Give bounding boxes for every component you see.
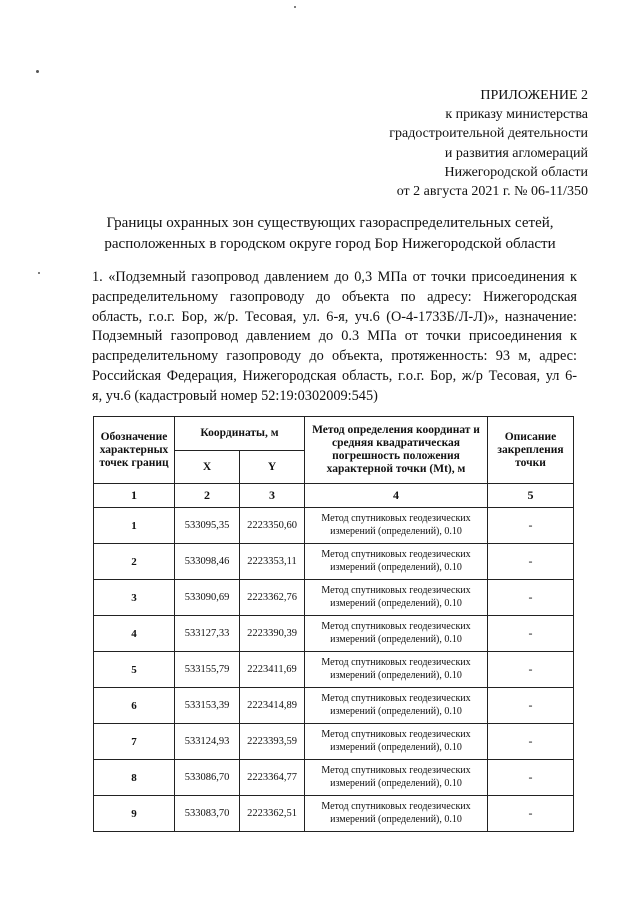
coord-y: 2223362,51 [240, 796, 305, 832]
method-cell: Метод спутниковых геодезических измерений (определений), 0.10 [305, 508, 488, 544]
coord-y: 2223411,69 [240, 652, 305, 688]
scan-speck [38, 272, 40, 274]
appendix-line: к приказу министерства [445, 107, 588, 123]
paragraph-line: Российская Федерация, Нижегородская область, г.о.г. Бор, ж/р Тесовая, ул 6- [92, 367, 577, 384]
table-row [94, 652, 574, 688]
method-cell: Метод спутниковых геодезических измерений (определений), 0.10 [305, 760, 488, 796]
column-number: 3 [240, 484, 305, 508]
coord-x: 533090,69 [175, 580, 240, 616]
coord-y: 2223414,89 [240, 688, 305, 724]
appendix-order-date: от 2 августа 2021 г. № 06-11/350 [396, 184, 588, 200]
paragraph-line: область, г.о.г. Бор, ж/р. Тесовая, ул. 6-я, уч.6 (О-4-1733Б/Л-Л)», назначение: [92, 308, 577, 325]
table-row [94, 508, 574, 544]
table-row [94, 616, 574, 652]
paragraph-line: 1. «Подземный газопровод давлением до 0,3 МПа от точки присоединения к [92, 269, 577, 285]
document-title [60, 213, 600, 255]
point-id: 4 [94, 616, 175, 652]
coord-y: 2223393,59 [240, 724, 305, 760]
coord-x: 533127,33 [175, 616, 240, 652]
coord-x: 533155,79 [175, 652, 240, 688]
method-cell: Метод спутниковых геодезических измерений (определений), 0.10 [305, 580, 488, 616]
column-number: 1 [94, 484, 175, 508]
point-id: 8 [94, 760, 175, 796]
fixing-description: - [488, 616, 574, 652]
method-cell: Метод спутниковых геодезических измерений (определений), 0.10 [305, 688, 488, 724]
point-id: 5 [94, 652, 175, 688]
coord-y: 2223350,60 [240, 508, 305, 544]
coord-y: 2223353,11 [240, 544, 305, 580]
point-id: 2 [94, 544, 175, 580]
paragraph-line: я, уч.6 (кадастровый номер 52:19:0302009:545) [92, 387, 378, 404]
coord-x: 533098,46 [175, 544, 240, 580]
method-cell: Метод спутниковых геодезических измерений (определений), 0.10 [305, 796, 488, 832]
point-id: 1 [94, 508, 175, 544]
title-line: расположенных в городском округе город Бор Нижегородской области [104, 236, 556, 252]
coord-x: 533086,70 [175, 760, 240, 796]
column-number: 5 [488, 484, 574, 508]
header-method: Метод определения координат и средняя квадратическая погрешность положения характерной точки (Mt), м [305, 417, 488, 484]
appendix-label: ПРИЛОЖЕНИЕ 2 [480, 88, 588, 103]
appendix-line: Нижегородской области [444, 164, 588, 180]
method-cell: Метод спутниковых геодезических измерений (определений), 0.10 [305, 724, 488, 760]
header-x: X [175, 451, 240, 484]
fixing-description: - [488, 760, 574, 796]
fixing-description: - [488, 580, 574, 616]
header-y: Y [240, 451, 305, 484]
coord-x: 533153,39 [175, 688, 240, 724]
coord-y: 2223364,77 [240, 760, 305, 796]
header-description: Описание закрепления точки [488, 417, 574, 484]
coord-y: 2223362,76 [240, 580, 305, 616]
title-line: Границы охранных зон существующих газораспределительных сетей, [106, 215, 554, 231]
coord-y: 2223390,39 [240, 616, 305, 652]
coord-x: 533124,93 [175, 724, 240, 760]
scan-speck [294, 6, 296, 8]
table-row [94, 796, 574, 832]
fixing-description: - [488, 652, 574, 688]
paragraph-line: распределительному газопроводу до объекта, протяженность: 93 м, адрес: [92, 348, 577, 365]
paragraph-line: Подземный газопровод давлением до 0.3 МПа от точки присоединения к [92, 328, 577, 345]
method-cell: Метод спутниковых геодезических измерений (определений), 0.10 [305, 544, 488, 580]
fixing-description: - [488, 796, 574, 832]
column-number: 2 [175, 484, 240, 508]
appendix-header [328, 86, 588, 201]
fixing-description: - [488, 688, 574, 724]
method-cell: Метод спутниковых геодезических измерений (определений), 0.10 [305, 616, 488, 652]
table-row [94, 544, 574, 580]
coord-x: 533083,70 [175, 796, 240, 832]
appendix-line: градостроительной деятельности [389, 126, 588, 142]
coord-x: 533095,35 [175, 508, 240, 544]
fixing-description: - [488, 544, 574, 580]
table-row [94, 688, 574, 724]
point-id: 6 [94, 688, 175, 724]
header-coordinates: Координаты, м [175, 417, 305, 451]
header-point-designation: Обозначение характерных точек границ [94, 417, 175, 484]
paragraph-line: распределительному газопроводу до объекта по адресу: Нижегородская [92, 288, 577, 305]
scan-speck [36, 70, 39, 73]
appendix-line: и развития агломераций [444, 145, 588, 161]
point-id: 3 [94, 580, 175, 616]
table-row [94, 724, 574, 760]
fixing-description: - [488, 724, 574, 760]
object-description [92, 268, 577, 407]
table-row [94, 580, 574, 616]
fixing-description: - [488, 508, 574, 544]
coordinates-table [93, 416, 574, 832]
point-id: 7 [94, 724, 175, 760]
table-row [94, 760, 574, 796]
method-cell: Метод спутниковых геодезических измерений (определений), 0.10 [305, 652, 488, 688]
column-number: 4 [305, 484, 488, 508]
point-id: 9 [94, 796, 175, 832]
